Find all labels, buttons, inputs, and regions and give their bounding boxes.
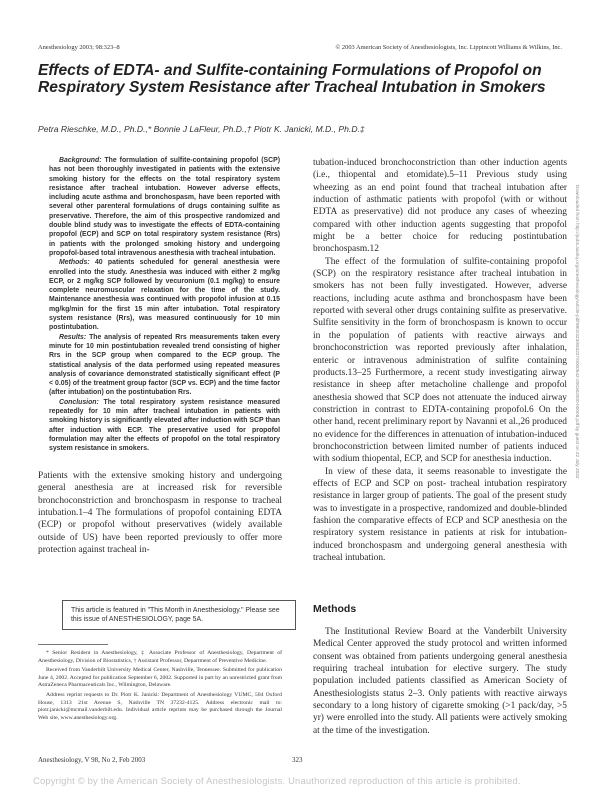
footer-issue: Anesthesiology, V 98, No 2, Feb 2003: [38, 756, 146, 764]
methods-paragraph: The Institutional Review Board at the Vanderbilt University Medical Center approved the study protocol and written informed consent was obtained from patients undergoing general anesthesia requiring tracheal intubation for elective surgery. The study population included patients classified as American Society of Anesthesiologists status 2–3. Only patients with reactive airways secondary to a long history of cigarette smoking (>1 pack/day, >5 yr) were enrolled into the study. All patients were actively smoking at the time of the investigation.: [313, 627, 567, 736]
right-column-body: [313, 157, 567, 564]
footnote-received: Received from Vanderbilt University Medical Center, Nashville, Tennessee. Submitted for publication June 4, 2002. Accepted for publication September 6, 2002. Supported in part by an unrestricted grant from AstraZeneca Pharmaceuticals Inc., Wilmington, Delaware.: [38, 667, 282, 689]
author-list: Petra Rieschke, M.D., Ph.D.,* Bonnie J LaFleur, Ph.D.,† Piotr K. Janicki, M.D., Ph.D.‡: [38, 124, 365, 134]
abstract-methods: Methods: 40 patients scheduled for general anesthesia were enrolled into the study. Anesthesia was induced with either 2 mg/kg ECP, or 2 mg/kg SCP followed by vecuronium (0.1 mg/kg) to ensure complete neuromuscular relaxation for the time of the study. Maintenance anesthesia was continued with propofol infusion at 0.15 mg/kg/min for the first 15 min after intubation. Total respiratory system resistance (Rrs), was measured continuously for 10 min postintubation.: [49, 259, 280, 332]
featured-article-box: This article is featured in "This Month in Anesthesiology." Please see this issue of ANESTHESIOLOGY, page 5A.: [62, 600, 296, 630]
footnote-address: Address reprint requests to Dr. Piotr K. Janicki: Department of Anesthesiology VUMC, 504 Oxford House, 1313 21st Avenue S, Nashville TN 37232-4125. Address electronic mail to: piotr.janicki@mcmail.vanderbilt.edu. Individual article reprints may be purchased through the Journal Web site, www.anesthesiology.org.: [38, 691, 282, 721]
intro-paragraph-left: Patients with the extensive smoking history and undergoing general anesthesia are at increased risk for reversible bronchoconstriction and bronchospasm in response to tracheal intubation.1–4 The formulations of propofol containing EDTA (ECP) or propofol without preservatives (widely available outside of US) have been reported previously to offer more protection against tracheal in-: [38, 471, 282, 556]
copyright-watermark: Copyright © by the American Society of Anesthesiologists. Unauthorized reproduction of this article is prohibited.: [33, 775, 521, 786]
copyright-notice: © 2003 American Society of Anesthesiologists, Inc. Lippincott Williams & Wilkins, Inc.: [335, 44, 562, 51]
body-paragraph-2: The effect of the formulation of sulfite-containing propofol (SCP) on the respiratory resistance after tracheal intubation in smokers has not been fully investigated. However, adverse reactions, including acute asthma and bronchospasm have been reported with several other drugs containing sulfite as preservative. Sulfite sensitivity in the form of bronchospasm is known to occur in the population of patients with reactive airways and bronchoconstriction was reported previously after inhalation, enteric or intravenous administration of sulfite containing products.13–25 Furthermore, a recent study investigating airway resistance in sheep after metacholine challenge and propofol anesthesia showed that SCP does not attenuate the induced airway constriction in contrast to EDTA-containing propofol.6 On the other hand, recent preliminary report by Navanni et al.,26 produced no evidence for the differences in attenuation of intubation-induced bronchoconstriction between limited number of patients induced with sodium thiopental, ECP, and SCP for anesthesia induction.: [313, 256, 567, 465]
body-paragraph-3: In view of these data, it seems reasonable to investigate the effects of ECP and SCP on post- tracheal intubation respiratory resistance in larger group of patients. The goal of the present study was to investigate in a prospective, randomized and double-blinded fashion the comparative effects of ECP and SCP anesthesia on the respiratory system resistance in patients at risk for intubation-induced bronchospasm and undergoing general anesthesia with tracheal intubation.: [313, 466, 567, 563]
footnote-divider: [38, 644, 108, 645]
abstract: [49, 156, 280, 454]
footnote-affiliations: * Senior Resident in Anesthesiology, ‡ Associate Professor of Anesthesiology, Department of Anesthesiology, Division of Biostatistics, † Assistant Professor, Department of Preventive Medicine.: [38, 650, 282, 664]
body-paragraph-1: tubation-induced bronchoconstriction than other induction agents (i.e., thiopental and etomidate).5–11 Previous study using wheezing as an end point found that tracheal intubation after induction of asthmatic patients with propofol (with or without EDTA as preservative) did not produce any cases of wheezing compared with other induction agents suggesting that propofol might be a better choice for reducing postintubation bronchospasm.12: [313, 158, 567, 255]
abstract-conclusion: Conclusion: The total respiratory system resistance measured repeatedly for 10 min after tracheal intubation in patients with smoking history is significantly elevated after induction with SCP than after induction with ECP. The preservative used for propofol formulation may alter the effects of propofol on the total respiratory system resistance in smokers.: [49, 398, 280, 453]
download-sidebar-note: Downloaded from http://pubs.asahq.org/anesthesiology/article-pdf/98/2/323/653227/0000542-200302000-00009.pdf by guest on 22 July 2022: [575, 185, 580, 479]
article-title: Effects of EDTA- and Sulfite-containing Formulations of Propofol on Respiratory System Resistance after Tracheal Intubation in Smokers: [38, 62, 546, 97]
page-number: 323: [292, 756, 303, 764]
footnotes: [38, 650, 282, 724]
abstract-results: Results: The analysis of repeated Rrs measurements taken every minute for 10 min postintubation revealed trend consisting of higher Rrs in the SCP group when compared to the ECP group. The statistical analysis of the data performed using repeated measures analysis of covariance demonstrated statistically significant effect (P < 0.05) of the treatment group factor (SCP vs. ECP) and the time factor (after intubation) on the postintubation Rrs.: [49, 333, 280, 397]
journal-reference: Anesthesiology 2003; 98:323–8: [38, 44, 120, 51]
methods-heading: Methods: [313, 603, 357, 615]
abstract-background: Background: The formulation of sulfite-containing propofol (SCP) has not been thoroughly investigated in patients with the extensive smoking history for the effects on the total respiratory system resistance after tracheal intubation. However adverse effects, including acute asthma and bronchospasm, have been reported with several other parenteral formulations of drugs containing sulfite as preservative. Therefore, the aim of this prospective randomized and double blind study was to investigate the effects of EDTA-containing propofol (ECP) and SCP on total respiratory system resistance (Rrs) in patients with the prolonged smoking history and undergoing propofol-based total intravenous anesthesia with tracheal intubation.: [49, 157, 280, 257]
